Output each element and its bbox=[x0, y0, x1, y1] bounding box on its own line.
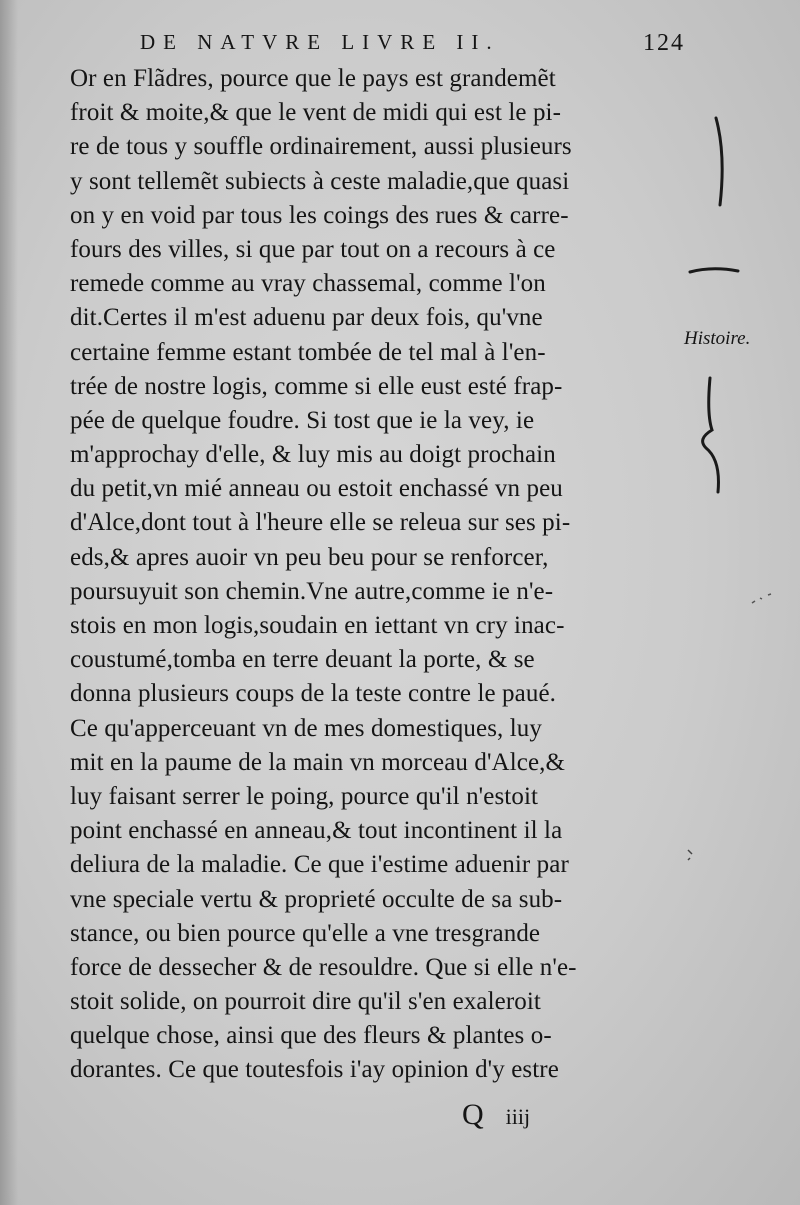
running-title: DE NATVRE LIVRE II. bbox=[140, 30, 500, 54]
text-line: on y en void par tous les coings des rues & carre- bbox=[70, 201, 569, 229]
running-head bbox=[140, 30, 685, 60]
text-line: poursuyuit son chemin.Vne autre,comme ie n'e- bbox=[70, 577, 554, 605]
text-line: Ce qu'apperceuant vn de mes domestiques, luy bbox=[70, 714, 542, 742]
text-line: remede comme au vray chassemal, comme l'on bbox=[70, 270, 546, 298]
text-line: dit.Certes il m'est aduenu par deux fois, qu'vne bbox=[70, 304, 543, 332]
text-line: donna plusieurs coups de la teste contre le paué. bbox=[70, 680, 556, 708]
body-text bbox=[70, 62, 698, 1088]
text-line: quelque chose, ainsi que des fleurs & plantes o- bbox=[70, 1022, 552, 1050]
text-line: mit en la paume de la main vn morceau d'Alce,& bbox=[70, 748, 566, 776]
text-line: coustumé,tomba en terre deuant la porte, & se bbox=[70, 646, 535, 674]
text-line: stois en mon logis,soudain en iettant vn cry inac- bbox=[70, 612, 565, 639]
page-gutter-shadow bbox=[0, 0, 18, 1205]
text-line: vne speciale vertu & proprieté occulte de sa sub- bbox=[70, 885, 563, 913]
text-line: d'Alce,dont tout à l'heure elle se releua sur ses pi- bbox=[70, 509, 571, 537]
text-line: fours des villes, si que par tout on a recours à ce bbox=[70, 235, 556, 263]
signature-letter: Q bbox=[462, 1098, 484, 1131]
margin-note: Histoire. bbox=[684, 328, 751, 349]
text-line: froit & moite,& que le vent de midi qui est le pi- bbox=[70, 99, 562, 127]
text-line: certaine femme estant tombée de tel mal à l'en- bbox=[70, 338, 546, 366]
text-line: force de dessecher & de resouldre. Que si elle n'e- bbox=[70, 953, 577, 981]
text-line: stance, ou bien pource qu'elle a vne tresgrande bbox=[70, 919, 541, 947]
text-line: trée de nostre logis, comme si elle eust esté frap- bbox=[70, 372, 563, 400]
folio-number: 124 bbox=[643, 30, 685, 56]
signature-mark bbox=[462, 1098, 582, 1138]
margin-bracket-bottom bbox=[703, 378, 719, 492]
text-line: eds,& apres auoir vn peu beu pour se renforcer, bbox=[70, 543, 549, 571]
text-line: luy faisant serrer le poing, pource qu'il n'estoit bbox=[70, 782, 539, 810]
text-line: deliura de la maladie. Ce que i'estime aduenir par bbox=[70, 851, 569, 879]
text-line: re de tous y souffle ordinairement, aussi plusieurs bbox=[70, 133, 572, 161]
text-line: du petit,vn mié anneau ou estoit enchassé vn peu bbox=[70, 475, 563, 503]
text-line: point enchassé en anneau,& tout incontinent il la bbox=[70, 817, 563, 845]
text-line: Or en Flãdres, pource que le pays est grandemẽt bbox=[70, 65, 556, 92]
text-line: m'approchay d'elle, & luy mis au doigt prochain bbox=[70, 441, 556, 469]
speckle-mark bbox=[752, 594, 771, 603]
signature-number: iiij bbox=[505, 1104, 531, 1129]
text-line: stoit solide, on pourroit dire qu'il s'en exaleroit bbox=[70, 988, 541, 1016]
text-line: dorantes. Ce que toutesfois i'ay opinion d'y estre bbox=[70, 1056, 559, 1084]
text-line: y sont tellemẽt subiects à ceste maladie,que quasi bbox=[70, 167, 570, 195]
text-line: pée de quelque foudre. Si tost que ie la vey, ie bbox=[70, 406, 535, 434]
margin-bracket-top bbox=[716, 118, 722, 205]
